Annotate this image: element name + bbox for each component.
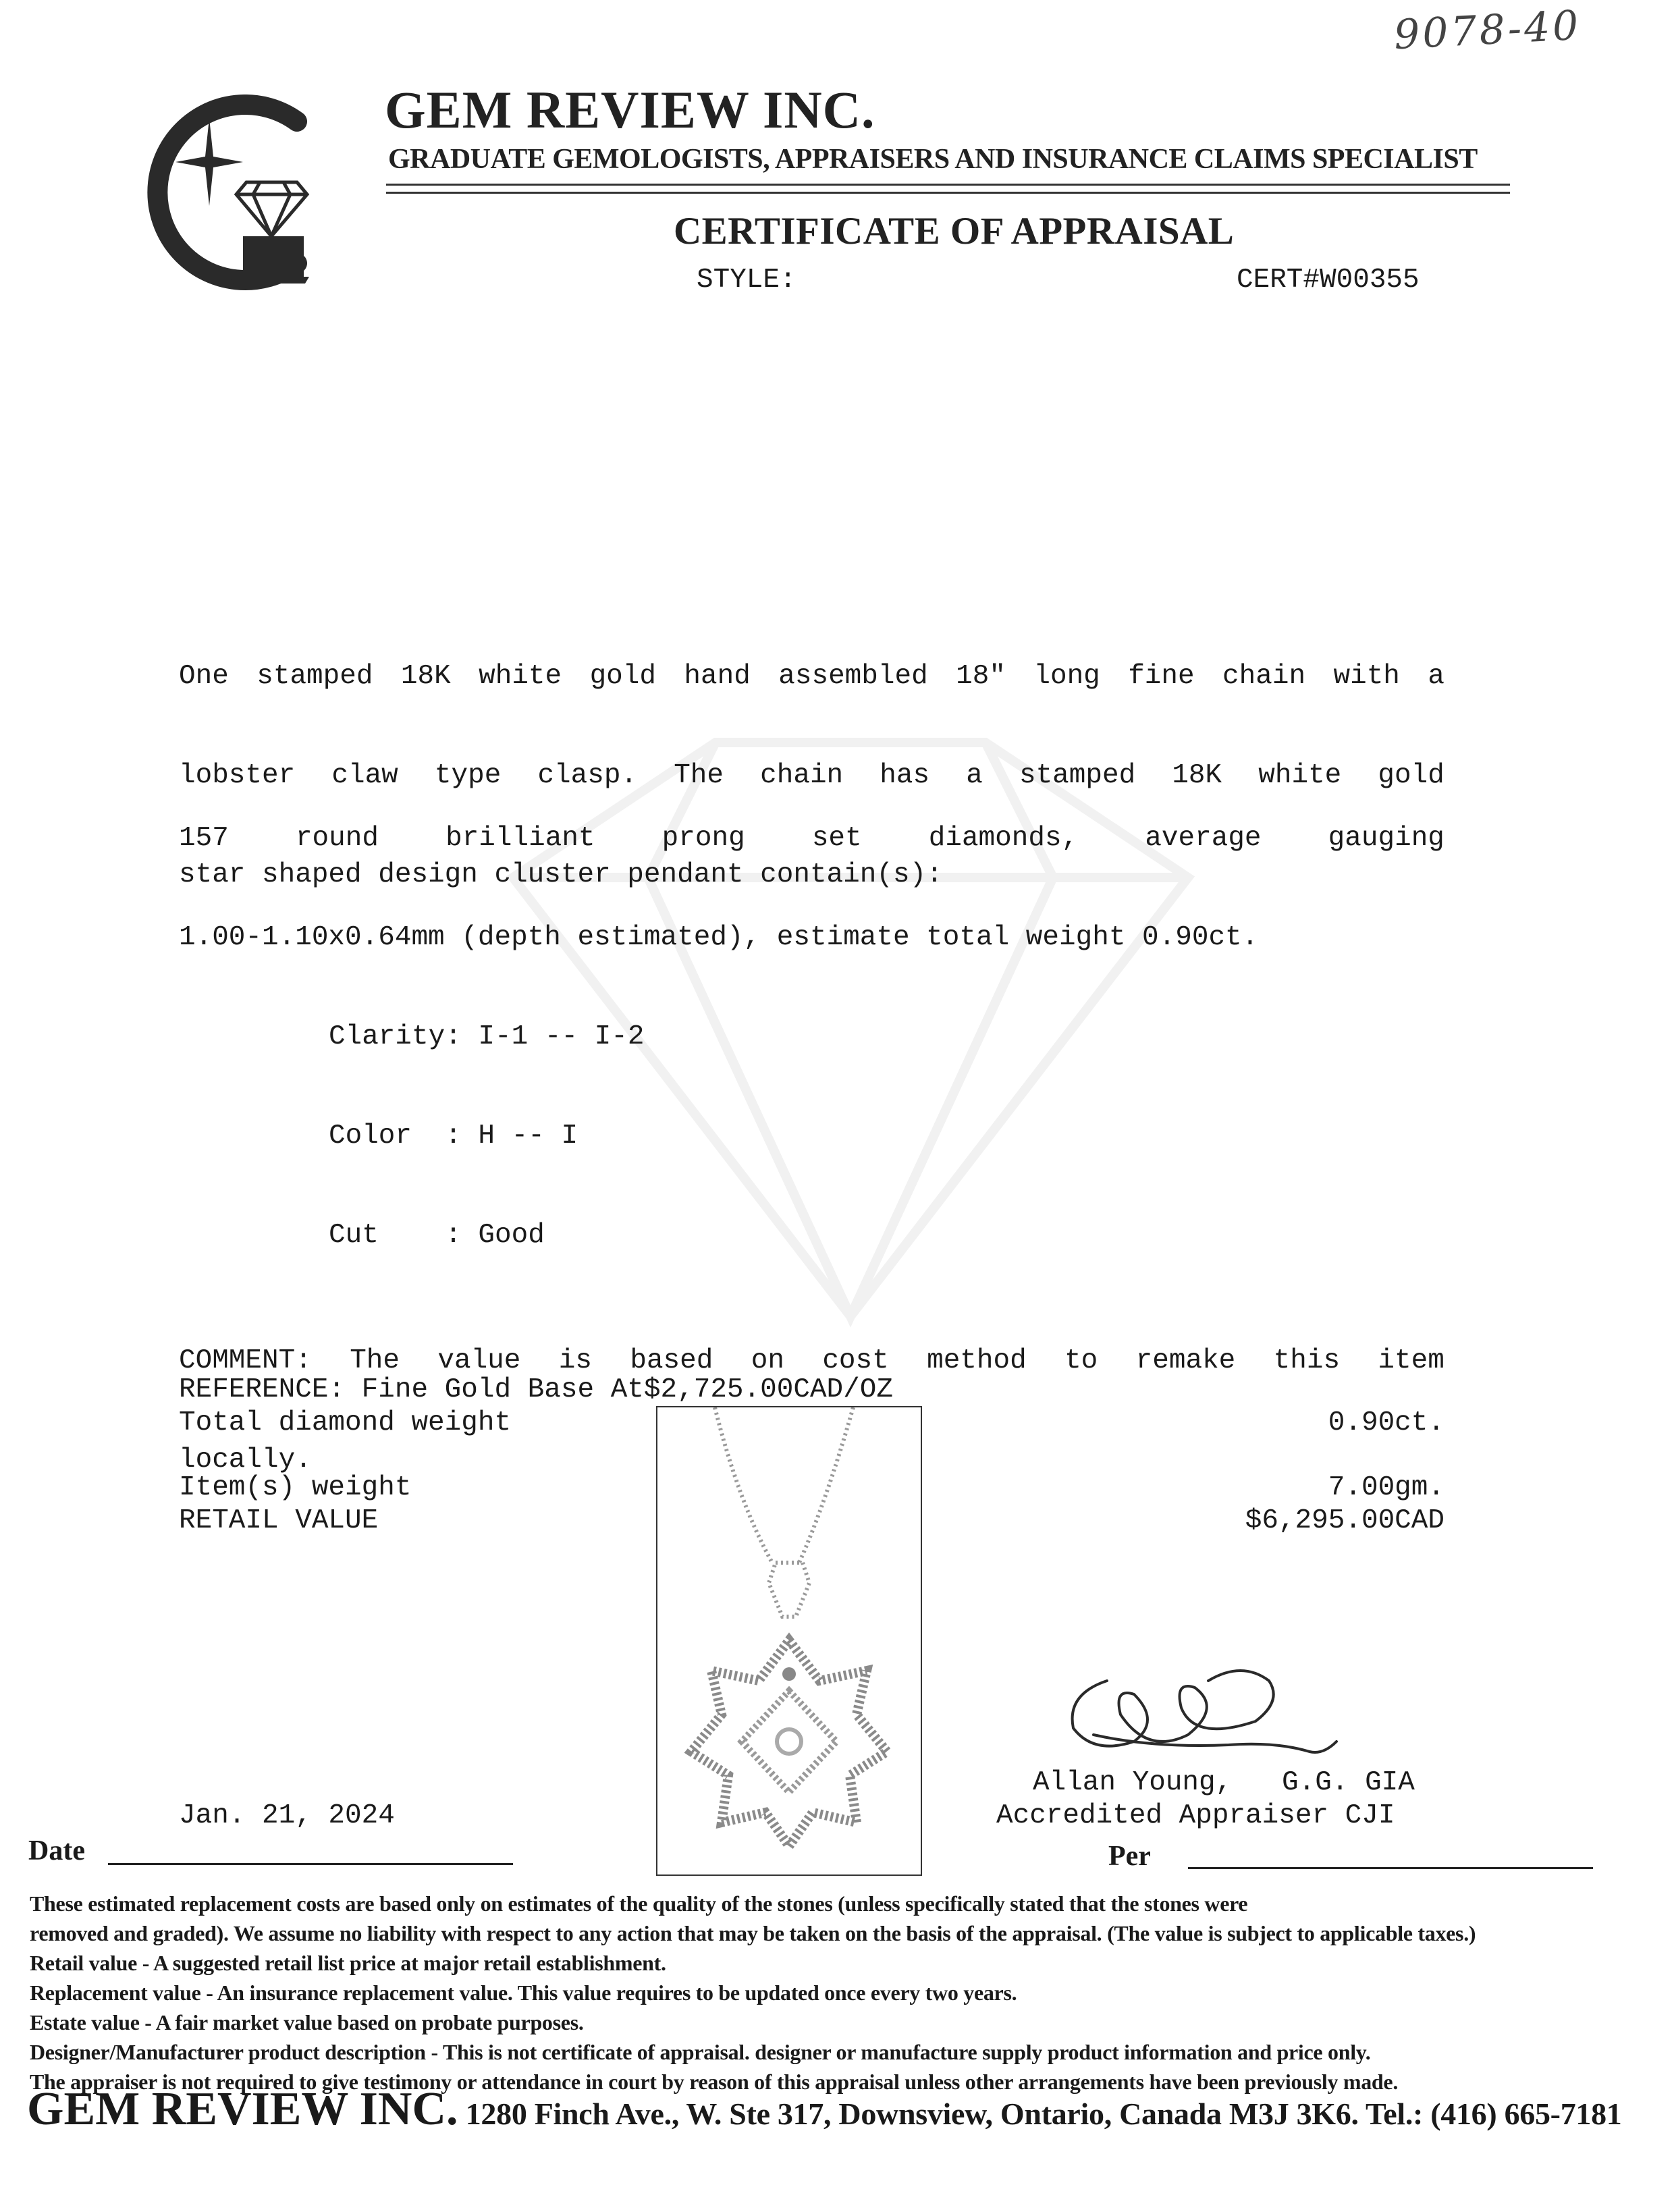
- diamond-line: 1.00-1.10x0.64mm (depth estimated), estimate total weight 0.90ct.: [179, 922, 1259, 953]
- word: lobster: [179, 760, 296, 791]
- disclaimer-line: Retail value - A suggested retail list price at major retail establishment.: [30, 1951, 666, 1975]
- word: cost: [822, 1345, 889, 1376]
- diamond-line: [179, 822, 1444, 855]
- handwritten-note: 9078-40: [1393, 1, 1582, 59]
- word: gold: [589, 661, 656, 692]
- item-weight-value: 7.00gm.: [1328, 1472, 1444, 1503]
- word: long: [1033, 661, 1100, 692]
- word: clasp.: [537, 760, 638, 791]
- word: chain: [760, 760, 844, 791]
- word: assembled: [778, 661, 928, 692]
- retail-value-label: RETAIL VALUE: [179, 1505, 379, 1536]
- date-signature-line: [108, 1863, 513, 1865]
- description-line: star shaped design cluster pendant contain(s):: [179, 859, 943, 890]
- comment-line: locally.: [179, 1445, 312, 1476]
- disclaimer-line: removed and graded). We assume no liability with respect to any action that may be taken on the basis of the appraisal. (The value is subject to applicable taxes.): [30, 1921, 1476, 1945]
- certificate-title: CERTIFICATE OF APPRAISAL: [674, 210, 1235, 252]
- word: to: [1064, 1345, 1098, 1376]
- comment-line: [179, 1345, 1444, 1378]
- word: a: [966, 760, 983, 791]
- disclaimer-line: Designer/Manufacturer product description - This is not certificate of appraisal. designer or manufacture supply product information and price only.: [30, 2040, 1371, 2064]
- word: diamonds,: [928, 823, 1079, 854]
- footer: [27, 2082, 1622, 2136]
- word: this: [1273, 1345, 1341, 1376]
- word: 18K: [1172, 760, 1222, 791]
- word: prong: [662, 823, 745, 854]
- disclaimer-line: These estimated replacement costs are based only on estimates of the quality of the stones (unless specifically stated that the stones were: [30, 1891, 1248, 1916]
- word: based: [630, 1345, 713, 1376]
- word: round: [295, 823, 379, 854]
- word: brilliant: [446, 823, 595, 854]
- pendant-image: [657, 1407, 921, 1874]
- word: type: [434, 760, 502, 791]
- word: The: [350, 1345, 400, 1376]
- word: 157: [179, 823, 229, 854]
- appraiser-title: Accredited Appraiser CJI: [996, 1800, 1395, 1831]
- word: has: [880, 760, 930, 791]
- word: set: [811, 823, 862, 854]
- word: remake: [1135, 1345, 1236, 1376]
- word: white: [1258, 760, 1342, 791]
- word: fine: [1128, 661, 1195, 692]
- color-grade: Color : H -- I: [329, 1121, 578, 1152]
- word: with: [1333, 661, 1400, 692]
- word: stamped: [256, 661, 373, 692]
- word: gold: [1378, 760, 1444, 791]
- appraiser-name: Allan Young, G.G. GIA: [1033, 1767, 1415, 1798]
- footer-address: 1280 Finch Ave., W. Ste 317, Downsview, Ontario, Canada M3J 3K6. Tel.: (416) 665-7181: [458, 2097, 1622, 2131]
- word: value: [437, 1345, 521, 1376]
- word: stamped: [1019, 760, 1136, 791]
- word: 18": [956, 661, 1006, 692]
- cut-grade: Cut : Good: [329, 1220, 545, 1251]
- word: is: [558, 1345, 592, 1376]
- word: claw: [331, 760, 398, 791]
- word: white: [479, 661, 562, 692]
- clarity-grade: Clarity: I-1 -- I-2: [329, 1021, 645, 1052]
- diamond-weight-label: Total diamond weight: [179, 1407, 512, 1438]
- word: chain: [1222, 661, 1306, 692]
- disclaimer-line: The appraiser is not required to give testimony or attendance in court by reason of this appraisal unless other arrangements have been previously made.: [30, 2070, 1399, 2094]
- description-line: [179, 660, 1444, 693]
- word: The: [674, 760, 724, 791]
- header-divider: [386, 184, 1510, 186]
- word: hand: [684, 661, 751, 692]
- company-subtitle: GRADUATE GEMOLOGISTS, APPRAISERS AND INSURANCE CLAIMS SPECIALIST: [388, 144, 1478, 175]
- word: item: [1378, 1345, 1444, 1376]
- disclaimer-line: Estate value - A fair market value based on probate purposes.: [30, 2010, 584, 2034]
- footer-company-name: GEM REVIEW INC.: [27, 2083, 458, 2135]
- diamond-weight-value: 0.90ct.: [1328, 1407, 1444, 1438]
- word: One: [179, 661, 229, 692]
- per-signature-line: [1188, 1867, 1593, 1869]
- company-name: GEM REVIEW INC.: [385, 80, 875, 139]
- disclaimer-line: Replacement value - An insurance replacement value. This value requires to be updated once every two years.: [30, 1980, 1017, 2005]
- word: method: [927, 1345, 1027, 1376]
- item-weight-label: Item(s) weight: [179, 1472, 412, 1503]
- company-logo: [128, 95, 324, 297]
- header-divider: [386, 192, 1510, 194]
- certificate-number: CERT#W00355: [1237, 265, 1420, 296]
- word: on: [751, 1345, 784, 1376]
- style-label: STYLE:: [697, 265, 796, 296]
- date-label: Date: [28, 1835, 85, 1866]
- word: a: [1428, 661, 1444, 692]
- per-label: Per: [1108, 1841, 1151, 1872]
- reference-line: REFERENCE: Fine Gold Base At$2,725.00CAD/OZ: [179, 1374, 893, 1405]
- appraisal-date: Jan. 21, 2024: [179, 1800, 395, 1831]
- word: average: [1145, 823, 1262, 854]
- product-photo: [656, 1406, 922, 1876]
- word: COMMENT:: [179, 1345, 312, 1376]
- word: 18K: [400, 661, 451, 692]
- retail-value: $6,295.00CAD: [1245, 1505, 1444, 1536]
- diamond-details: [179, 756, 1448, 1285]
- word: gauging: [1328, 823, 1444, 854]
- disclaimer-block: [30, 1889, 1663, 2097]
